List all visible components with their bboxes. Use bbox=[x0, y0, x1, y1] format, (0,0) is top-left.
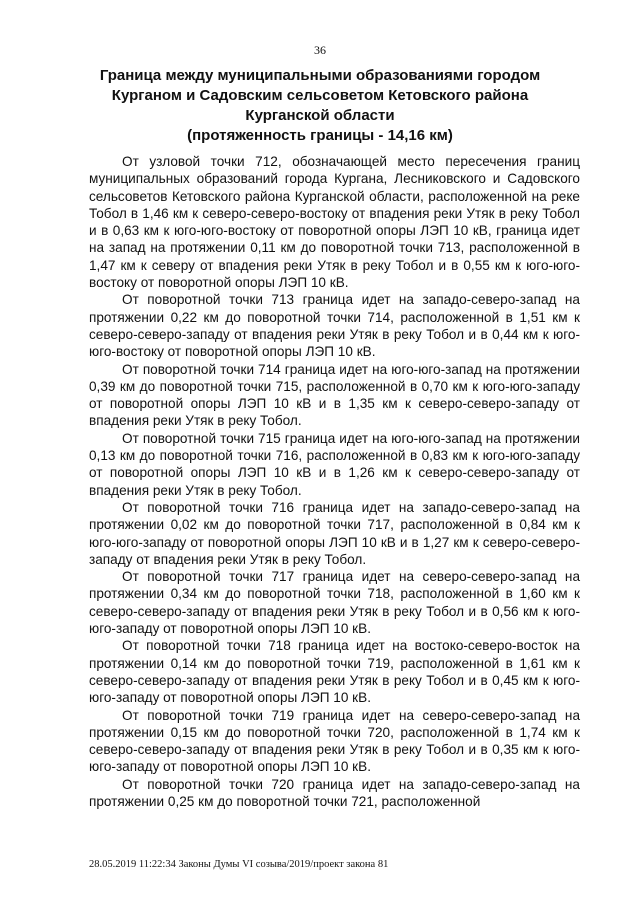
title-line-3: Курганской области bbox=[245, 107, 395, 124]
paragraph-5: От поворотной точки 716 граница идет на западо-северо-запад на протяжении 0,02 км до поворотной точки 717, расположенной в 0,84 км к юго-юго-западу от поворотной опоры ЛЭП 10 кВ и в 1,27 км к северо-северо-западу от впадения реки Утяк в реку Тобол. bbox=[89, 499, 580, 567]
title-line-4: (протяженность границы - 14,16 км) bbox=[187, 127, 453, 144]
paragraph-8: От поворотной точки 719 граница идет на северо-северо-запад на протяжении 0,15 км до поворотной точки 720, расположенной в 1,74 км к северо-северо-западу от впадения реки Утяк в реку Тобол и в 0,35 км к юго-юго-западу от поворотной опоры ЛЭП 10 кВ. bbox=[89, 707, 580, 775]
page-number: 36 bbox=[314, 43, 326, 57]
paragraph-3: От поворотной точки 714 граница идет на юго-юго-запад на протяжении 0,39 км до поворотной точки 715, расположенной в 0,70 км к юго-юго-западу от поворотной опоры ЛЭП 10 кВ и в 1,35 км к северо-северо-западу от впадения реки Утяк в реку Тобол. bbox=[89, 361, 580, 429]
title-line-2: Курганом и Садовским сельсоветом Кетовского района bbox=[111, 87, 529, 104]
document-footer: 28.05.2019 11:22:34 Законы Думы VI созыва/2019/проект закона 81 bbox=[89, 859, 389, 870]
document-title bbox=[80, 66, 560, 146]
paragraph-2: От поворотной точки 713 граница идет на западо-северо-запад на протяжении 0,22 км до поворотной точки 714, расположенной в 1,51 км к северо-северо-западу от впадения реки Утяк в реку Тобол и в 0,44 км к юго-юго-востоку от поворотной опоры ЛЭП 10 кВ. bbox=[89, 292, 580, 360]
paragraph-4: От поворотной точки 715 граница идет на юго-юго-запад на протяжении 0,13 км до поворотной точки 716, расположенной в 0,83 км к юго-юго-западу от поворотной опоры ЛЭП 10 кВ и в 1,26 км к северо-северо-западу от впадения реки Утяк в реку Тобол. bbox=[89, 430, 580, 498]
paragraph-1: От узловой точки 712, обозначающей место пересечения границ муниципальных образований города Кургана, Лесниковского и Садовского сельсоветов Кетовского района Курганской области, расположенной на реке Тобол в 1,46 км к северо-северо-востоку от впадения реки Утяк в реку Тобол и в 0,63 км к юго-юго-востоку от поворотной опоры ЛЭП 10 кВ, граница идет на запад на протяжении 0,11 км до поворотной точки 713, расположенной в 1,47 км к северу от впадения реки Утяк в реку Тобол и в 0,55 км к юго-юго-востоку от поворотной опоры ЛЭП 10 кВ. bbox=[89, 154, 580, 291]
document-body bbox=[89, 153, 580, 810]
paragraph-9: От поворотной точки 720 граница идет на западо-северо-запад на протяжении 0,25 км до поворотной точки 721, расположенной bbox=[89, 776, 580, 809]
title-line-1: Граница между муниципальными образованиями городом bbox=[99, 67, 541, 84]
paragraph-6: От поворотной точки 717 граница идет на северо-северо-запад на протяжении 0,34 км до поворотной точки 718, расположенной в 1,60 км к северо-северо-западу от впадения реки Утяк в реку Тобол и в 0,56 км к юго-юго-западу от поворотной опоры ЛЭП 10 кВ. bbox=[89, 569, 580, 637]
paragraph-7: От поворотной точки 718 граница идет на востоко-северо-восток на протяжении 0,14 км до поворотной точки 719, расположенной в 1,61 км к северо-северо-западу от впадения реки Утяк в реку Тобол и в 0,45 км к юго-юго-западу от поворотной опоры ЛЭП 10 кВ. bbox=[89, 638, 580, 706]
